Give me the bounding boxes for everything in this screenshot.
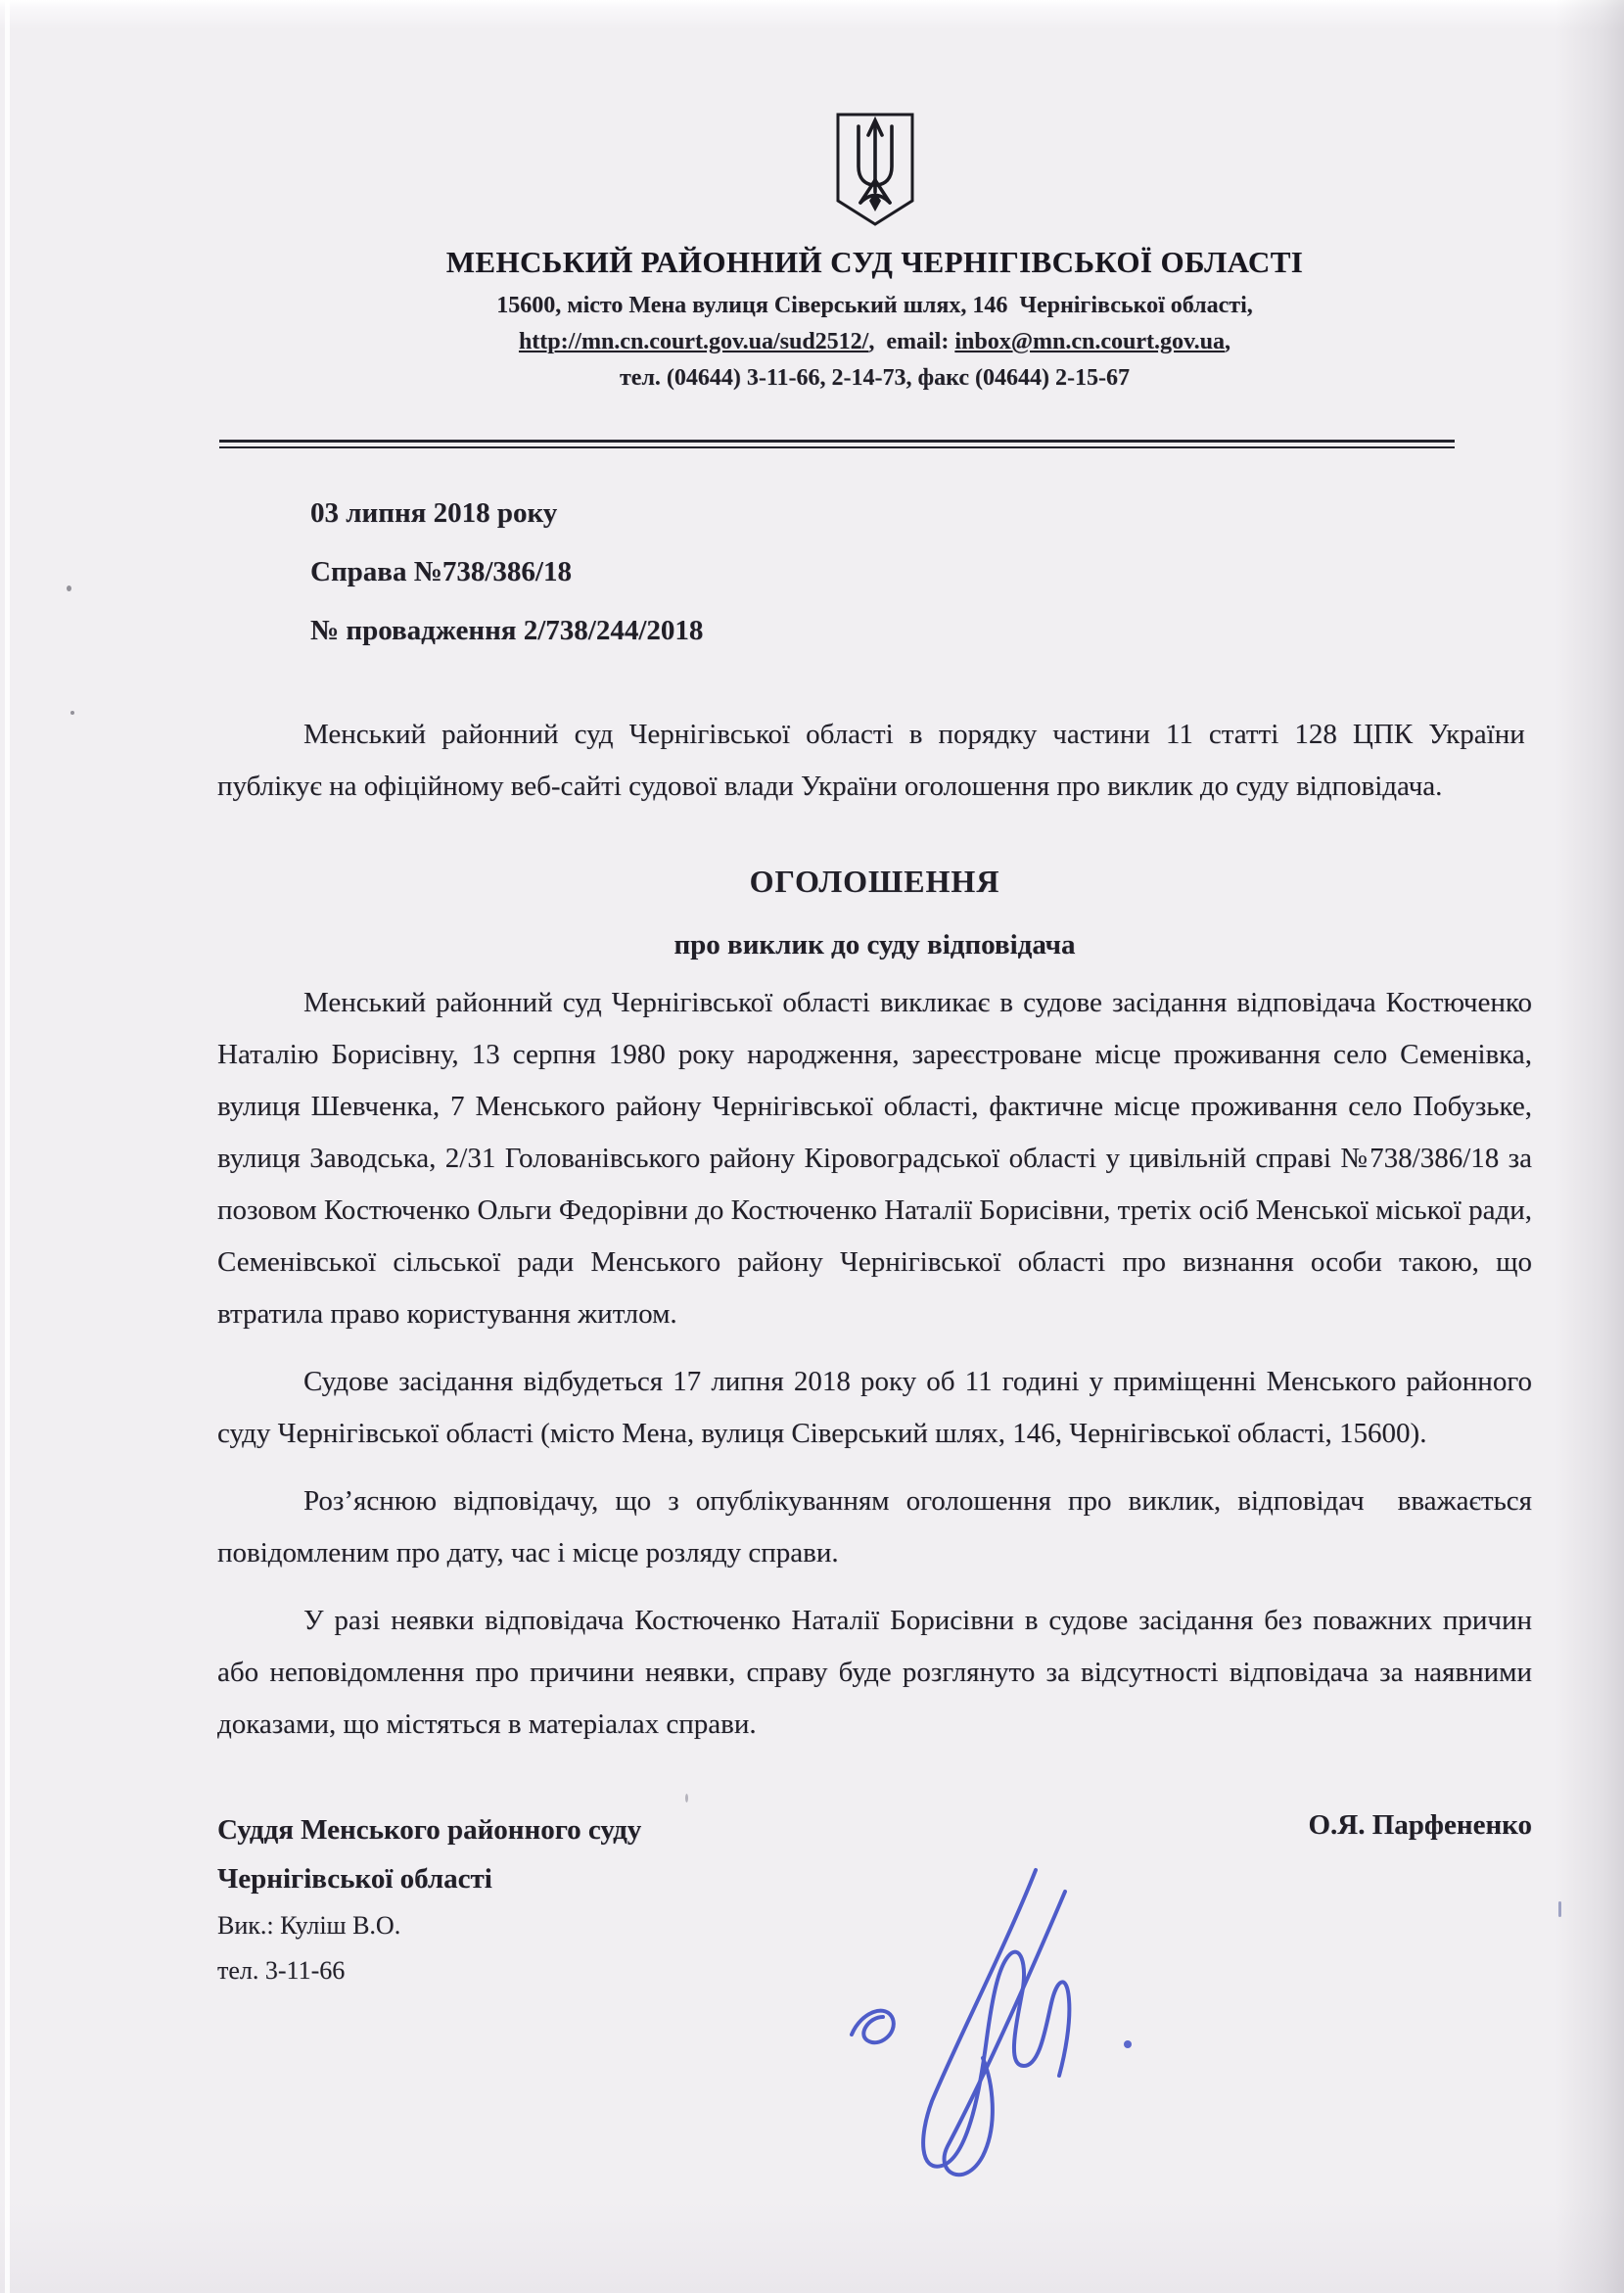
body-paragraph: У разі неявки відповідача Костюченко Наталії Борисівни в судове засідання без поважних причин або неповідомлення про причини неявки, справу буде розглянуто за відсутності відповідача за наявними доказами, що містяться в матеріалах справи. <box>217 1605 1532 1740</box>
court-phone-line: тел. (04644) 3-11-66, 2-14-73, факс (04644) 2-15-67 <box>620 365 1130 391</box>
court-email-link[interactable]: inbox@mn.cn.court.gov.ua <box>954 329 1226 354</box>
court-web-email-line <box>217 324 1532 360</box>
scan-speck <box>67 585 71 591</box>
announcement-subheading: про виклик до суду відповідача <box>673 929 1076 960</box>
web-email-tail: , <box>1225 329 1231 354</box>
signature-block <box>217 1805 1532 1993</box>
court-address-line: 15600, місто Мена вулиця Сіверський шлях, 146 Чернігівської області, <box>496 293 1253 318</box>
web-email-separator: , email: <box>868 329 955 354</box>
document-date: 03 липня 2018 року <box>310 497 558 529</box>
scan-edge-left <box>5 0 10 2293</box>
body-paragraph: Роз’яснюю відповідачу, що з опублікуванням оголошення про виклик, відповідач вважається повідомленим про дату, час і місце розляду справи. <box>217 1485 1532 1568</box>
ink-dot <box>1124 2040 1132 2048</box>
judge-title-line: Чернігівської області <box>217 1863 492 1895</box>
court-website-link[interactable]: http://mn.cn.court.gov.ua/sud2512/ <box>518 329 869 354</box>
case-number: Справа №738/386/18 <box>310 556 572 587</box>
scan-speck <box>685 1794 688 1802</box>
intro-paragraph: Менський районний суд Чернігівської області в порядку частини 11 статті 128 ЦПК України публікує на офіційному веб-сайті судової влади України оголошення про виклик до суду відповідача. <box>217 719 1532 802</box>
announcement-heading: ОГОЛОШЕННЯ <box>749 864 1000 899</box>
clerk-phone-line: тел. 3-11-66 <box>217 1956 346 1985</box>
document-content <box>217 0 1532 1993</box>
header-divider <box>219 440 1455 448</box>
court-name-heading: МЕНСЬКИЙ РАЙОННИЙ СУД ЧЕРНІГІВСЬКОЇ ОБЛАСТІ <box>445 245 1304 279</box>
ukraine-trident-icon <box>831 110 919 229</box>
scan-speck <box>1558 1901 1561 1917</box>
body-paragraph: Менський районний суд Чернігівської області викликає в судове засідання відповідача Костюченко Наталію Борисівну, 13 серпня 1980 року народження, зареєстроване місце проживання село Семенівка, вулиця Шевченка, 7 Менського району Чернігівської області, фактичне місце проживання село Побузьке, вулиця Заводська, 2/31 Голованівського району Кіровоградської області у цивільній справі №738/386/18 за позовом Костюченко Ольги Федорівни до Костюченко Наталії Борисівни, третіх осіб Менської міської ради, Семенівської сільської ради Менського району Чернігівської області про визнання особи такою, що втратила право користування житлом. <box>217 987 1532 1330</box>
judge-title-line: Суддя Менського районного суду <box>217 1814 642 1846</box>
scan-speck <box>70 711 74 715</box>
scan-edge-shadow <box>1555 0 1624 2293</box>
judge-name: О.Я. Парфененко <box>1308 1809 1532 1841</box>
signature-left-column <box>217 1805 641 1993</box>
clerk-line: Вик.: Куліш В.О. <box>217 1911 401 1940</box>
body-paragraph: Судове засідання відбудеться 17 липня 2018 року об 11 годині у приміщенні Менського районного суду Чернігівської області (місто Мена, вулиця Сіверський шлях, 146, Чернігівської області, 15600). <box>217 1366 1532 1449</box>
proceeding-number: № провадження 2/738/244/2018 <box>310 615 704 646</box>
